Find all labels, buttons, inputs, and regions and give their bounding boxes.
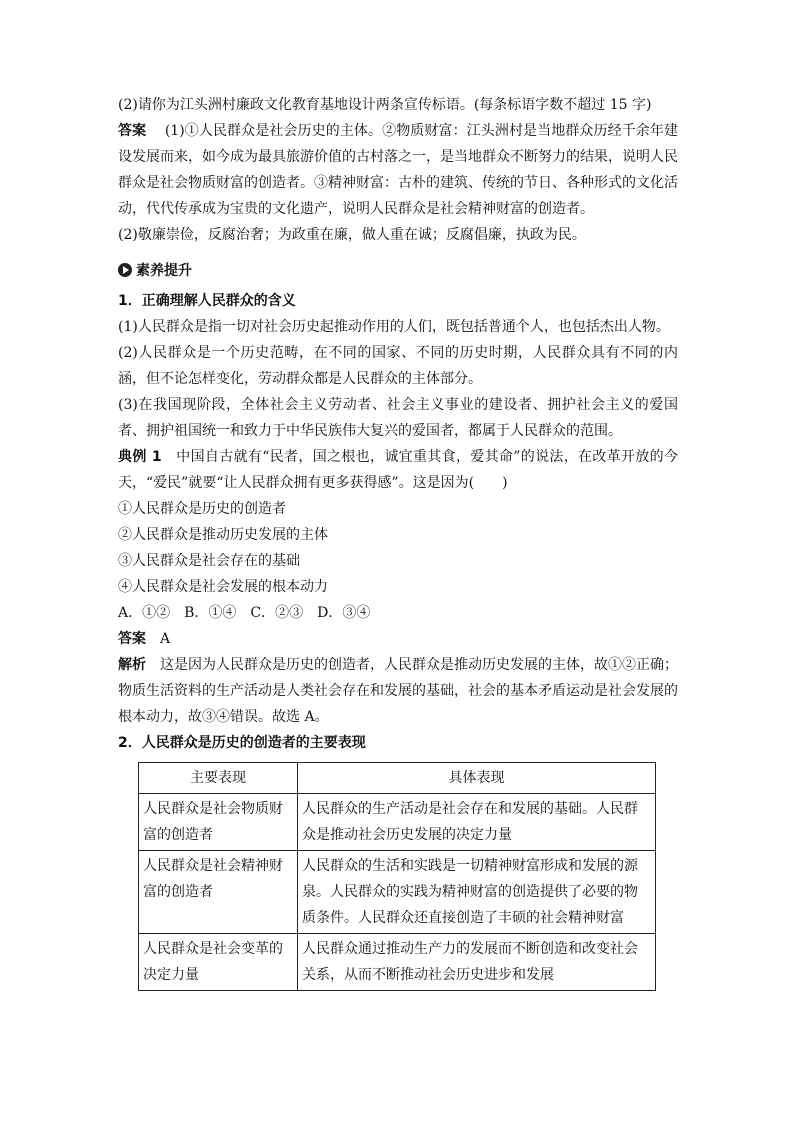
section-header bbox=[118, 260, 678, 280]
analysis-label: 解析 bbox=[118, 657, 146, 673]
example-stem-text: 中国自古就有“民者，国之根也，诚宜重其食，爱其命”的说法，在改革开放的今天，“爱民”就要“让人民群众拥有更多获得感”。这是因为( ) bbox=[118, 449, 679, 491]
choice-3: ③人民群众是社会存在的基础 bbox=[118, 553, 300, 569]
choice-2: ②人民群众是推动历史发展的主体 bbox=[118, 527, 328, 543]
answer-part1: (1)①人民群众是社会历史的主体。②物质财富：江头洲村是当地群众历经千余年建设发展而来，如今成为最具旅游价值的古村落之一，是当地群众不断努力的结果，说明人民群众是社会物质财富的创造者。③精神财富：古朴的建筑、传统的节日、各种形式的文化活动，代代传承成为宝贵的文化遗产，说明人民群众是社会精神财富的创造者。 bbox=[118, 123, 678, 217]
answer-part2: (2)敬廉崇俭，反腐治奢；为政重在廉，做人重在诚；反腐倡廉，执政为民。 bbox=[118, 227, 586, 243]
question-2: (2)请你为江头洲村廉政文化教育基地设计两条宣传标语。(每条标语字数不超过 15 字) bbox=[118, 97, 652, 113]
example-analysis bbox=[118, 652, 678, 730]
table-header-main: 主要表现 bbox=[139, 763, 298, 794]
table-cell-detail: 人民群众通过推动生产力的发展而不断创造和改变社会关系，从而不断推动社会历史进步和发展 bbox=[298, 934, 656, 991]
point1-item-2: (2)人民群众是一个历史范畴，在不同的国家、不同的历史时期，人民群众具有不同的内涵，但不论怎样变化，劳动群众都是人民群众的主体部分。 bbox=[118, 345, 678, 387]
answer-paragraph bbox=[118, 118, 678, 222]
table-cell-main: 人民群众是社会精神财富的创造者 bbox=[139, 851, 298, 934]
options-line: A．①② B．①④ C．②③ D．③④ bbox=[118, 605, 371, 621]
table-row bbox=[139, 851, 656, 934]
point1-item-1: (1)人民群众是指一切对社会历史起推动作用的人们，既包括普通个人，也包括杰出人物。 bbox=[118, 319, 670, 335]
example-stem bbox=[118, 444, 678, 496]
example-answer bbox=[118, 626, 678, 652]
table-row bbox=[139, 794, 656, 851]
choice-1: ①人民群众是历史的创造者 bbox=[118, 501, 286, 517]
document-page bbox=[118, 92, 678, 991]
table-cell-main: 人民群众是社会变革的决定力量 bbox=[139, 934, 298, 991]
point1-heading: 1．正确理解人民群众的含义 bbox=[118, 293, 296, 309]
table-cell-detail: 人民群众的生活和实践是一切精神财富形成和发展的源泉。人民群众的实践为精神财富的创造提供了必要的物质条件。人民群众还直接创造了丰硕的社会精神财富 bbox=[298, 851, 656, 934]
example-label: 典例 1 bbox=[118, 449, 162, 465]
answer-label: 答案 bbox=[118, 123, 147, 139]
choice-4: ④人民群众是社会发展的根本动力 bbox=[118, 579, 328, 595]
example-answer-value: A bbox=[160, 631, 171, 647]
point1-item-3: (3)在我国现阶段，全体社会主义劳动者、社会主义事业的建设者、拥护社会主义的爱国者、拥护祖国统一和致力于中华民族伟大复兴的爱国者，都属于人民群众的范围。 bbox=[118, 397, 678, 439]
table-header-row bbox=[139, 763, 656, 794]
play-circle-icon bbox=[118, 263, 132, 277]
table-row bbox=[139, 934, 656, 991]
example-answer-label: 答案 bbox=[118, 631, 146, 647]
analysis-text: 这是因为人民群众是历史的创造者，人民群众是推动历史发展的主体，故①②正确；物质生活资料的生产活动是人类社会存在和发展的基础，社会的基本矛盾运动是社会发展的根本动力，故③④错误。故选 A。 bbox=[118, 657, 678, 725]
table-cell-main: 人民群众是社会物质财富的创造者 bbox=[139, 794, 298, 851]
section-title: 素养提升 bbox=[136, 263, 192, 279]
manifestation-table bbox=[138, 762, 656, 991]
table-header-detail: 具体表现 bbox=[298, 763, 656, 794]
table-cell-detail: 人民群众的生产活动是社会存在和发展的基础。人民群众是推动社会历史发展的决定力量 bbox=[298, 794, 656, 851]
point2-heading: 2．人民群众是历史的创造者的主要表现 bbox=[118, 735, 366, 751]
